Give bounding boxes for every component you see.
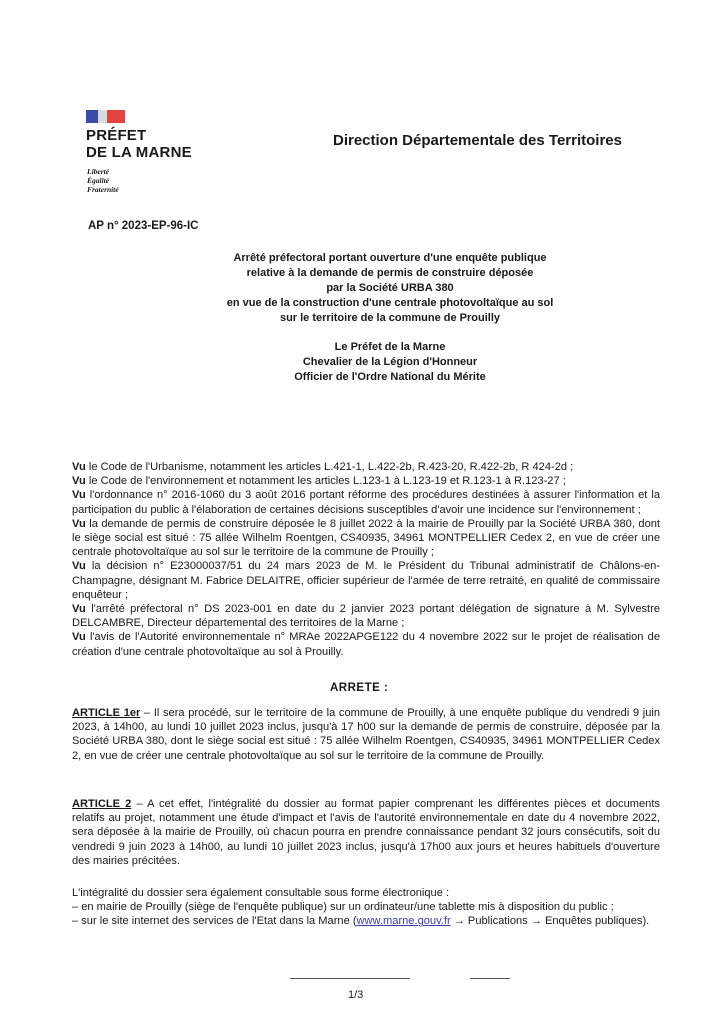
prefect-titles — [150, 340, 630, 385]
page-number: 1/3 — [348, 989, 364, 1001]
electronic-intro: L'intégralité du dossier sera également consultable sous forme électronique : — [72, 887, 450, 899]
considerant: Vu la demande de permis de construire déposée le 8 juillet 2022 à la mairie de Prouilly par la Société URBA 380, dont le siège social est situé : 75 allée Wilhelm Roentgen, CS40935, 34961 MONTPELLIER Cedex 2, en vue de créer une centrale photovoltaïque au sol sur le territoire de la commune de Prouilly ; — [72, 517, 660, 559]
title-line: Arrêté préfectoral portant ouverture d'une enquête publique — [233, 252, 547, 264]
motto-line: Égalité — [87, 176, 110, 185]
marianne-flag-icon — [86, 107, 126, 127]
prefect-line: Officier de l'Ordre National du Mérite — [294, 371, 486, 383]
considerant: Vu l'avis de l'Autorité environnementale n° MRAe 2022APGE122 du 4 novembre 2022 sur le projet de réalisation de création d'une centrale photovoltaïque au sol à Prouilly. — [72, 631, 660, 658]
issuer-line: DE LA MARNE — [86, 144, 192, 161]
electronic-consultation — [72, 886, 660, 929]
considerant: Vu l'ordonnance n° 2016-1060 du 3 août 2016 portant réforme des procédures destinées à assurer l'information et la participation du public à l'élaboration de certaines décisions susceptibles d'avoir une incidence sur l'environnement ; — [72, 489, 660, 516]
prefect-line: Le Préfet de la Marne — [334, 341, 446, 353]
considerant: Vu le Code de l'Urbanisme, notamment les articles L.421-1, L.422-2b, R.423-20, R.422-2b, R 424-2d ; — [72, 461, 574, 473]
article-text: – Il sera procédé, sur le territoire de la commune de Prouilly, à une enquête publique du vendredi 9 juin 2023, à 14h00, au lundi 10 juillet 2023 inclus, jusqu'à 17 h00 sur la demande de permis de construire, déposée par la Société URBA 380, dont le siège social est situé : 75 allée Wilhelm Roentgen, CS40935, 34961 MONTPELLIER Cedex 2, en vue de créer une centrale photovoltaïque au sol sur le territoire de la commune de Prouilly. — [72, 707, 661, 762]
issuer-block — [86, 127, 192, 161]
article-2 — [72, 797, 660, 868]
issuer-line: PRÉFET — [86, 127, 147, 144]
title-line: sur le territoire de la commune de Prouilly — [279, 312, 501, 324]
motto-line: Fraternité — [87, 185, 119, 194]
arrete-heading: ARRETE : — [330, 682, 389, 694]
title-line: relative à la demande de permis de construire déposée — [246, 267, 534, 279]
article-label: ARTICLE 1er — [72, 707, 141, 719]
prefect-line: Chevalier de la Légion d'Honneur — [302, 356, 478, 368]
department-name: Direction Départementale des Territoires — [333, 132, 622, 149]
electronic-item: – en mairie de Prouilly (siège de l'enquête publique) sur un ordinateur/une tablette mis à disposition du public ; — [72, 901, 614, 914]
footer-divider — [290, 978, 410, 979]
considerant: Vu la décision n° E23000037/51 du 24 mars 2023 de M. le Président du Tribunal administratif de Châlons-en-Champagne, désignant M. Fabrice DELAITRE, officier supérieur de l'armée de terre retraité, en qualité de commissaire enquêteur ; — [72, 560, 660, 601]
considerant: Vu le Code de l'environnement et notamment les articles L.123-1 à L.123-19 et R.123-1 à R.123-27 ; — [72, 475, 566, 488]
considerant: Vu l'arrêté préfectoral n° DS 2023-001 en date du 2 janvier 2023 portant délégation de signature à M. Sylvestre DELCAMBRE, Directeur départemental des territoires de la Marne ; — [72, 603, 660, 630]
title-line: par la Société URBA 380 — [326, 282, 454, 294]
footer-divider — [470, 978, 510, 979]
decree-title — [150, 251, 630, 326]
considerants — [72, 460, 660, 659]
website-link[interactable]: www.marne.gouv.fr — [356, 915, 451, 928]
article-1 — [72, 706, 660, 763]
motto — [87, 167, 119, 194]
title-line: en vue de la construction d'une centrale photovoltaïque au sol — [226, 297, 554, 309]
electronic-item: – sur le site internet des services de l'Etat dans la Marne (www.marne.gouv.fr → Publications → Enquêtes publiques). — [72, 915, 650, 928]
article-text: – A cet effet, l'intégralité du dossier au format papier comprenant les différentes pièces et documents relatifs au projet, notamment une étude d'impact et l'avis de l'autorité environnementale en date du 4 novembre 2022, sera déposée à la mairie de Prouilly, où chacun pourra en prendre connaissance pendant 32 jours consécutifs, soit du vendredi 9 juin 2023 à 14h00, au lundi 10 juillet 2023 inclus, jusqu'à 17h00 aux jours et heures habituels d'ouverture des mairies précitées. — [72, 798, 660, 867]
article-label: ARTICLE 2 — [72, 798, 132, 810]
motto-line: Liberté — [87, 167, 110, 176]
reference-number: AP n° 2023-EP-96-IC — [88, 220, 199, 232]
